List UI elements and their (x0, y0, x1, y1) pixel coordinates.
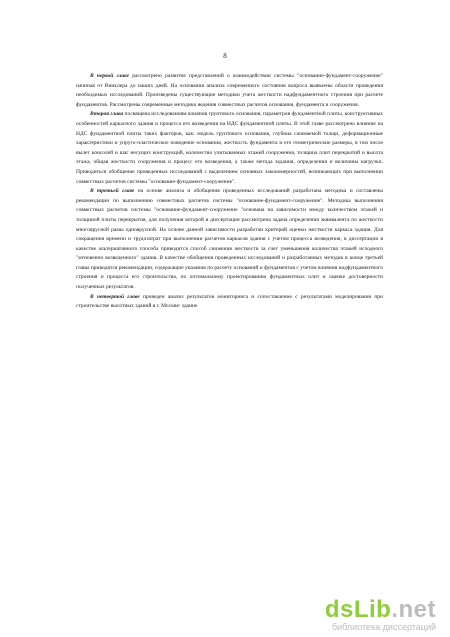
watermark-logo (325, 598, 436, 622)
page-number: 8 (223, 52, 227, 60)
paragraph-chapter-4 (76, 293, 383, 312)
watermark-subtitle: библиотека диссертаций (331, 622, 436, 632)
paragraph-chapter-3 (76, 187, 383, 293)
chapter-1-lead: В первой главе (90, 73, 129, 79)
paragraph-chapter-1 (76, 72, 383, 110)
chapter-4-text: проведен анализ результатов мониторинга и сопоставление с результатами моделирования при строительстве высотных зданий в г. Москве: здание (76, 293, 383, 310)
watermark (325, 598, 436, 633)
watermark-logo-main: dsLib (324, 596, 392, 623)
chapter-2-text: посвящена исследованиям влияния грунтового основания, параметров фундаментной плиты, конструктивных особенностей каркасного здания и процесса его возведения на НДС фундаментной плиты. В этой главе рассмотрено влияние на НДС фундаментной плиты таких факторов, как: модель грунтового основания, глубина сжимаемой толщи, деформационные характеристики и упруго-пластическое поведение основания, жесткость фундамента и его геометрические размеры, в том числе вылет консолей и шаг несущих конструкций, количество учитываемых этажей сооружения, толщина плит перекрытий и высота этажа, общая жесткости сооружения и процесс его возведения, а также метода задания, определения и величины нагрузки. Приводиться обобщение проведенных исследований с выделением основных закономерностей, возникающих при выполнении совместных расчетов системы "основание-фундамент-сооружение". (76, 111, 383, 185)
chapter-4-lead: В четвертой главе (90, 293, 140, 300)
chapter-3-lead: В третьей главе (90, 188, 135, 195)
chapter-1-text: рассмотрено развитие представлений о взаимодействии системы "основание-фундамент-сооружение" начиная от Винклера до наших дней. На основания анализа современного состояния вопроса выявлены области проведения необходимых исследований. Произведены существующие методики учета жесткости надфундаментного строения при расчете фундаментов. Рассмотрены современные методики ведения совместных расчетов основания, фундамента и сооружения. (76, 73, 383, 108)
document-body (76, 72, 383, 312)
paragraph-chapter-2 (76, 110, 383, 187)
watermark-logo-domain: .net (391, 596, 436, 623)
chapter-3-text: на основе анализа и обобщения проведенных исследований разработана методика и составлены рекомендации по выполнению совместных расчетов системы "основание-фундамент-сооружение". Методика выполнения совместных расчетов системы "основание-фундамент-сооружение "основана на зависимости между количеством этажей и толщиной плиты перекрытия, для получения которой в диссертации рассмотрена задача определения эквивалента по жесткости многоярусной рамы одноярусной. На основе данной зависимости разработан критерий оценки жесткости каркаса здания. Для сокращения времени и трудозатрат при выполнении расчетов каркасов здания с учетом процесса возведения, в диссертации в качестве альтернативного способа приводится способ снижения жесткости за счет уменьшения количества этажей исходного "мгновенно возведенного" здания. В качестве обобщения проведенных исследований и разработанных методик в конце третьей главы приводятся рекомендации, содержащие указания по расчету оснований и фундаментов с учетом влияния надфундаментного строения и процесса его строительства, по оптимальному проектированию фундаментных плит и оценке достоверности полученных результатов. (76, 188, 384, 291)
chapter-2-lead: Вторая глава (90, 111, 124, 118)
